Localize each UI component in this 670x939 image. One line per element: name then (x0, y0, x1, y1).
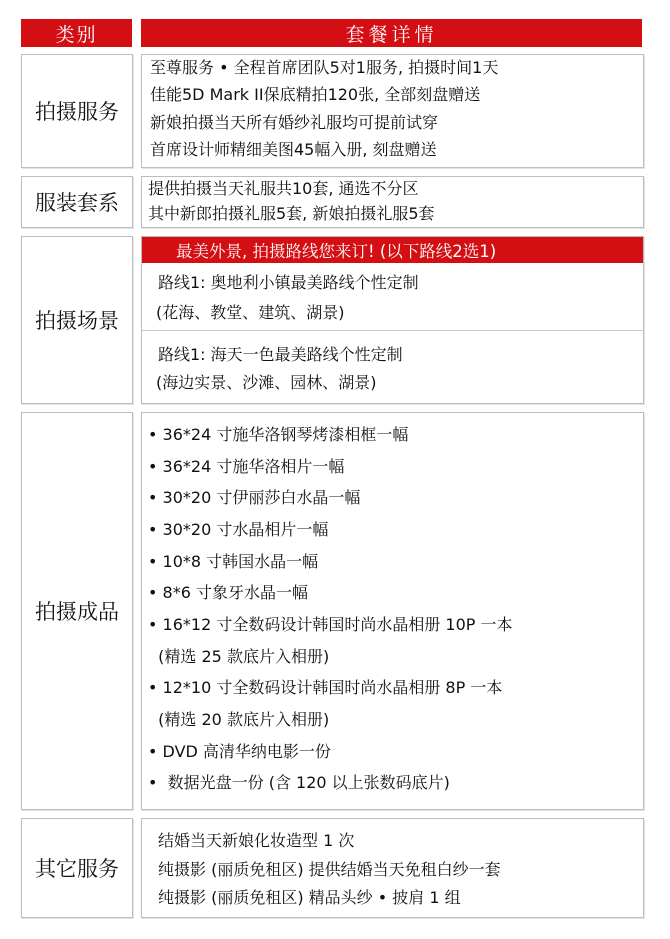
route-title: 路线1: 奥地利小镇最美路线个性定制 (158, 273, 419, 292)
other-details (141, 818, 644, 918)
other-label-box (21, 818, 133, 918)
details-header-label: 套餐详情 (345, 23, 438, 46)
scenes-label: 拍摄场景 (35, 309, 119, 333)
route-spots: (花海、教堂、建筑、湖景) (156, 303, 345, 322)
scenes-details (141, 236, 644, 404)
product-item: • 16*12 寸全数码设计韩国时尚水晶相册 10P 一本 (148, 615, 513, 634)
costume-line: 提供拍摄当天礼服共10套, 通选不分区 (148, 179, 419, 198)
products-label-box (21, 412, 133, 810)
shooting-service-line: 首席设计师精细美图45幅入册, 刻盘赠送 (150, 140, 437, 159)
route-divider (142, 330, 643, 331)
costume-label: 服装套系 (35, 191, 119, 215)
costume-details (141, 176, 644, 228)
other-line: 纯摄影 (丽质免租区) 精品头纱 • 披肩 1 组 (158, 888, 461, 907)
route-title: 路线1: 海天一色最美路线个性定制 (158, 345, 403, 364)
route-spots: (海边实景、沙滩、园林、湖景) (156, 373, 377, 392)
product-item: • 8*6 寸象牙水晶一幅 (148, 583, 308, 602)
shooting-service-label-box (21, 54, 133, 168)
scenes-banner-text: 最美外景, 拍摄路线您来订! (以下路线2选1) (176, 242, 497, 261)
product-item: • 30*20 寸水晶相片一幅 (148, 520, 329, 539)
shooting-service-line: 新娘拍摄当天所有婚纱礼服均可提前试穿 (150, 113, 439, 132)
product-item: • 30*20 寸伊丽莎白水晶一幅 (148, 488, 361, 507)
product-item-note: (精选 20 款底片入相册) (148, 710, 330, 729)
scenes-banner (142, 237, 643, 263)
details-header (141, 19, 642, 47)
costume-line: 其中新郎拍摄礼服5套, 新娘拍摄礼服5套 (148, 204, 435, 223)
other-label: 其它服务 (35, 857, 119, 881)
shooting-service-line: 佳能5D Mark II保底精拍120张, 全部刻盘赠送 (150, 85, 481, 104)
product-item: • 10*8 寸韩国水晶一幅 (148, 552, 319, 571)
products-details (141, 412, 644, 810)
product-item-note: (精选 25 款底片入相册) (148, 647, 330, 666)
shooting-service-line: 至尊服务 • 全程首席团队5对1服务, 拍摄时间1天 (150, 58, 499, 77)
other-line: 结婚当天新娘化妆造型 1 次 (158, 831, 355, 850)
product-item: • 数据光盘一份 (含 120 以上张数码底片) (148, 773, 450, 792)
products-label: 拍摄成品 (35, 600, 119, 624)
category-header (21, 19, 132, 47)
product-item: • 36*24 寸施华洛钢琴烤漆相框一幅 (148, 425, 409, 444)
scenes-label-box (21, 236, 133, 404)
category-header-label: 类别 (55, 23, 98, 46)
product-item: • DVD 高清华纳电影一份 (148, 742, 331, 761)
shooting-service-label: 拍摄服务 (35, 100, 119, 124)
other-line: 纯摄影 (丽质免租区) 提供结婚当天免租白纱一套 (158, 860, 501, 879)
product-item: • 12*10 寸全数码设计韩国时尚水晶相册 8P 一本 (148, 678, 503, 697)
product-item: • 36*24 寸施华洛相片一幅 (148, 457, 345, 476)
shooting-service-details (141, 54, 644, 168)
costume-label-box (21, 176, 133, 228)
